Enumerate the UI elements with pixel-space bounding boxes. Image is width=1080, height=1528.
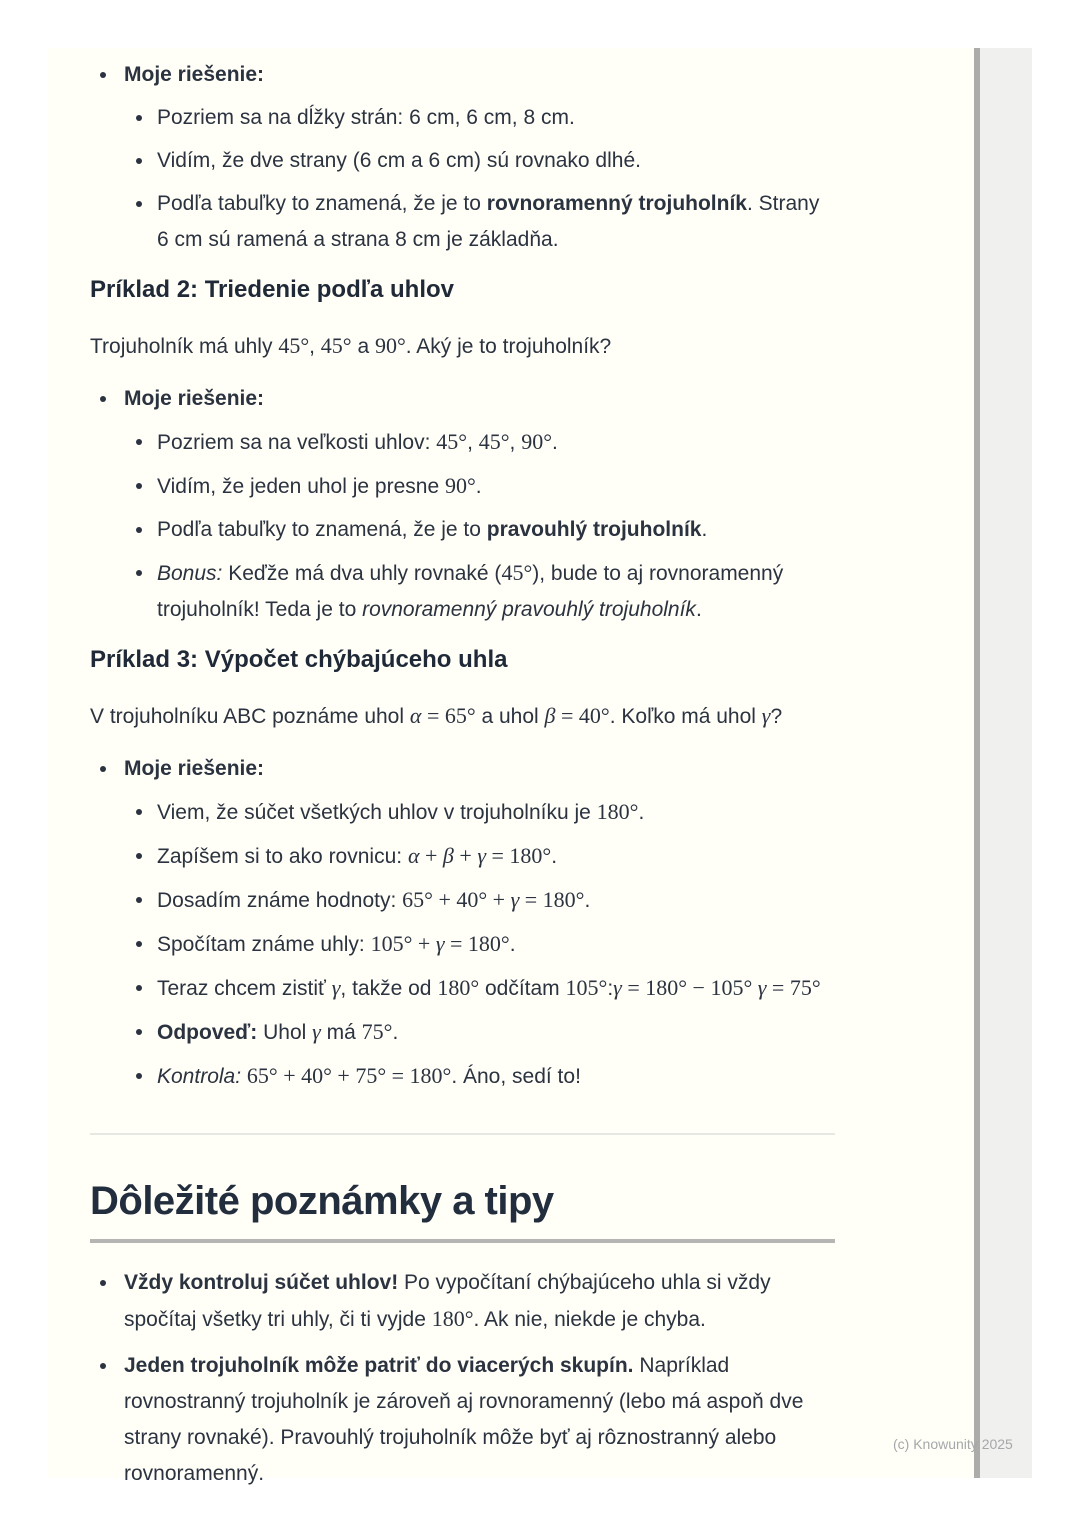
text-run: γ [510,887,520,912]
text-run: . [584,889,591,912]
text-run: ), bude to aj rovnoramenný trojuholník! Teda je to [157,562,784,621]
text-run: . [475,475,482,498]
notes-heading-rule [90,1239,835,1243]
text-run: γ [435,931,445,956]
list-item [124,838,835,875]
text-run: . [551,845,558,868]
document-page [48,48,974,1485]
solution-title [124,63,264,86]
solution-title-item [90,57,835,258]
example2-solution-sublist [124,424,835,628]
text-run: 180° [596,799,639,824]
text-run: . Ak nie, niekde je chyba. [473,1308,706,1331]
solution-title [124,757,264,780]
text-run: . [509,933,516,956]
text-run: 105° [565,975,608,1000]
text-run: 90° [374,333,406,358]
text-run: . [701,518,708,541]
example3-solution-list [90,751,835,1095]
text-run: odčítam [479,977,566,1000]
text-run: . [552,431,558,454]
next-page-panel [980,48,1032,1478]
text-run: α [407,843,420,868]
text-run: . Strany 6 cm sú ramená a strana 8 cm je základňa. [157,192,820,251]
text-run: Podľa tabuľky to znamená, že je to [157,518,487,541]
text-run: 45° [501,560,533,585]
section-divider [90,1133,835,1135]
text-run: . [695,598,702,621]
text-run: má [320,1021,362,1044]
text-run: . [638,801,645,824]
text-run: Vidím, že jeden uhol je presne [157,475,445,498]
text-run: Moje riešenie: [124,757,265,780]
text-run: . [392,1021,399,1044]
example2-problem [90,328,835,365]
example3-heading: Príklad 3: Výpočet chýbajúceho uhla [90,646,508,673]
text-run: β [442,843,454,868]
text-run: + [419,843,443,868]
solution-title-item [90,381,835,628]
text-run: 45° [436,429,468,454]
text-run: 180° [437,975,480,1000]
notes-heading: Dôležité poznámky a tipy [90,1179,554,1223]
list-item [124,143,835,179]
text-run: 180° [431,1306,474,1331]
text-run: rovnoramenný pravouhlý trojuholník [362,598,696,621]
text-run: α [409,703,422,728]
list-item [124,926,835,963]
text-run: = 180° [444,931,510,956]
text-run: , [509,431,522,454]
text-run: Odpoveď: [157,1021,258,1044]
document-content [90,50,835,1492]
text-run: rovnoramenný trojuholník [486,192,747,215]
text-run: , [467,431,479,454]
notes-list [90,1265,835,1492]
text-run: Napríklad rovnostranný trojuholník je zároveň aj rovnoramenný (lebo má aspoň dve strany rovnaké). Pravouhlý trojuholník môže byť aj rôznostranný alebo rovnoramenný. [124,1354,804,1485]
text-run: 90° [521,429,553,454]
text-run: γ [757,975,767,1000]
text-run: pravouhlý trojuholník [486,518,702,541]
text-run: . Aký je to trojuholník? [405,335,612,358]
example1-solution-list [90,57,835,258]
text-run: 105° + [370,931,436,956]
text-run: Viem, že súčet všetkých uhlov v trojuholníku je [157,801,597,824]
list-item [124,512,835,548]
list-item [124,1014,835,1051]
example1-solution-sublist [124,100,835,258]
text-run: , [309,335,321,358]
text-run: : [607,977,614,1000]
text-run: γ [477,843,486,868]
note-item [90,1348,835,1492]
note-item [90,1265,835,1338]
text-run: = 40° [555,703,610,728]
text-run: Vždy kontroluj súčet uhlov! [124,1271,399,1294]
text-run: Pozriem sa na veľkosti uhlov: [157,431,437,454]
text-run: = 180° [485,843,552,868]
text-run: . Koľko má uhol [609,705,762,728]
text-run: + [453,843,478,868]
example3-problem [90,698,835,735]
example3-solution-sublist [124,794,835,1095]
text-run: V trojuholníku ABC poznáme uhol [90,705,410,728]
text-run: Uhol [257,1021,313,1044]
example2-heading: Príklad 2: Triedenie podľa uhlov [90,276,454,303]
text-run: 65° + 40° + 75° = 180° [246,1063,452,1088]
text-run: γ [761,703,771,728]
list-item [124,424,835,461]
text-run: = 75° [766,975,821,1000]
text-run: Vidím, že dve strany (6 cm a 6 cm) sú rovnako dlhé. [157,149,641,172]
text-run: Teraz chcem zistiť [157,977,332,1000]
text-run: Kontrola: [157,1065,242,1088]
list-item [124,468,835,505]
text-run: a [351,335,375,358]
text-run: Jeden trojuholník môže patriť do viacerých skupín. [124,1354,634,1377]
list-item [124,1058,835,1095]
text-run: = 180° [519,887,585,912]
list-item [124,970,835,1007]
list-item [124,882,835,919]
list-item [124,794,835,831]
list-item [124,186,835,258]
example2-solution-list [90,381,835,628]
text-run: 75° [361,1019,393,1044]
list-item [124,100,835,136]
text-run: Keďže má dva uhly rovnaké ( [222,562,502,585]
text-run: Pozriem sa na dĺžky strán: 6 cm, 6 cm, 8 cm. [157,106,575,129]
text-run: ? [770,705,783,728]
text-run: 45° [478,429,510,454]
text-run: Po vypočítaní chýbajúceho uhla si vždy spočítaj všetky tri uhly, či ti vyjde [124,1271,771,1331]
text-run: Podľa tabuľky to znamená, že je to [157,192,487,215]
text-run: Zapíšem si to ako rovnicu: [157,845,408,868]
text-run: Spočítam známe uhly: [157,933,371,956]
text-run: = 180° − 105° [621,975,758,1000]
text-run: 90° [444,473,476,498]
text-run: 45° [278,333,310,358]
text-run: 65° + 40° + [402,887,511,912]
text-run: Trojuholník má uhly [90,335,279,358]
list-item [124,555,835,628]
text-run: γ [331,975,341,1000]
solution-title-item [90,751,835,1095]
text-run: Dosadím známe hodnoty: [157,889,403,912]
text-run: . Áno, sedí to! [451,1065,581,1088]
text-run: Bonus: [157,562,223,585]
text-run: γ [312,1019,321,1044]
solution-title [124,387,264,410]
text-run: γ [613,975,622,1000]
text-run: β [544,703,556,728]
text-run: a uhol [475,705,545,728]
text-run: 45° [320,333,352,358]
text-run: , takže od [340,977,438,1000]
watermark: (c) Knowunity 2025 [893,1436,1013,1452]
text-run: Moje riešenie: [124,63,265,86]
text-run: = 65° [421,703,476,728]
text-run: Moje riešenie: [124,387,265,410]
